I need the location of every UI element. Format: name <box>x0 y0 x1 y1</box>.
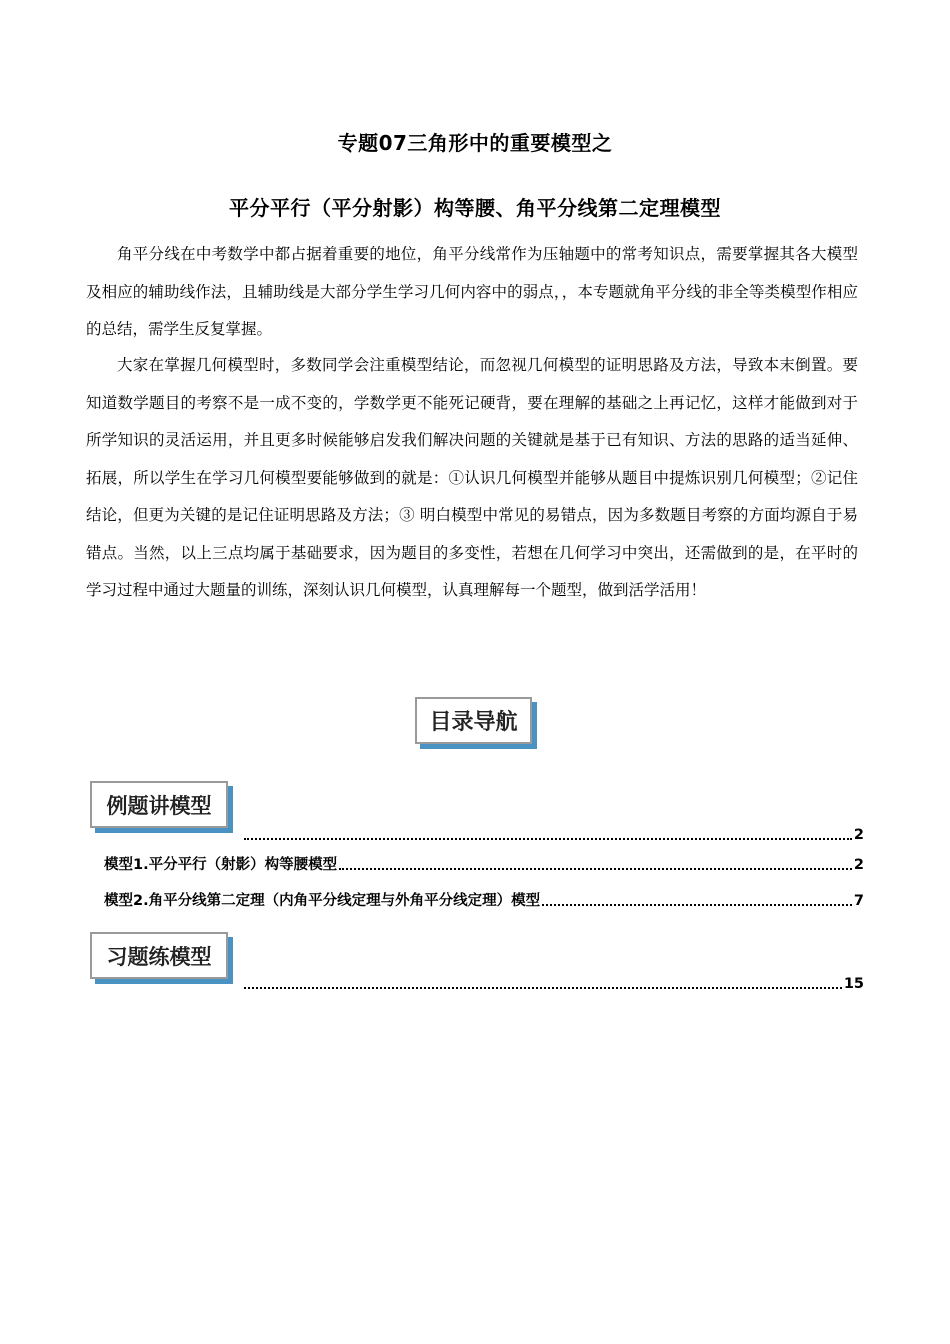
toc-entry-label: 模型1.平分平行（射影）构等腰模型 <box>104 857 338 873</box>
toc-entry-examples[interactable] <box>242 826 864 844</box>
toc-leader-dots <box>542 904 852 906</box>
doc-title-line2: 平分平行（平分射影）构等腰、角平分线第二定理模型 <box>229 196 721 220</box>
toc-entry-model-2[interactable] <box>104 892 864 910</box>
section-exercises-label: 习题练模型 <box>106 944 212 969</box>
section-examples-banner[interactable] <box>90 781 228 828</box>
intro-paragraph-1: 角平分线在中考数学中都占据着重要的地位，角平分线常作为压轴题中的常考知识点，需要掌握其各大模型及相应的辅助线作法，且辅助线是大部分学生学习几何内容中的弱点，，本专题就角平分线的非全等类模型作相应的总结，需学生反复掌握。 <box>86 245 858 338</box>
toc-entry-page: 2 <box>853 827 864 843</box>
toc-navigation-label: 目录导航 <box>429 710 518 735</box>
toc-leader-dots <box>244 838 852 840</box>
toc-entry-page: 15 <box>843 976 864 992</box>
toc-entry-page: 2 <box>853 857 864 873</box>
intro-paragraph-2: 大家在掌握几何模型时，多数同学会注重模型结论，而忽视几何模型的证明思路及方法，导致本末倒置。要知道数学题目的考察不是一成不变的，学数学更不能死记硬背，要在理解的基础之上再记忆，这样才能做到对于所学知识的灵活运用，并且更多时候能够启发我们解决问题的关键就是基于已有知识、方法的思路的适当延伸、拓展，所以学生在学习几何模型要能够做到的就是：①认识几何模型并能够从题目中提炼识别几何模型；②记住结论，但更为关键的是记住证明思路及方法；③ 明白模型中常见的易错点，因为多数题目考察的方面均源自于易错点。当然，以上三点均属于基础要求，因为题目的多变性，若想在几何学习中突出，还需做到的是，在平时的学习过程中通过大题量的训练，深刻认识几何模型，认真理解每一个题型，做到活学活用！ <box>86 356 858 599</box>
doc-title-line1: 专题07三角形中的重要模型之 <box>337 131 613 155</box>
toc-entry-exercises[interactable] <box>242 975 864 993</box>
section-examples-label: 例题讲模型 <box>106 793 212 818</box>
toc-entry-page: 7 <box>853 893 864 909</box>
toc-leader-dots <box>339 868 852 870</box>
toc-entry-label: 模型2.角平分线第二定理（内角平分线定理与外角平分线定理）模型 <box>104 893 541 909</box>
toc-leader-dots <box>244 987 842 989</box>
toc-navigation-banner <box>415 697 532 744</box>
section-exercises-banner[interactable] <box>90 932 228 979</box>
toc-entry-model-1[interactable] <box>104 856 864 874</box>
